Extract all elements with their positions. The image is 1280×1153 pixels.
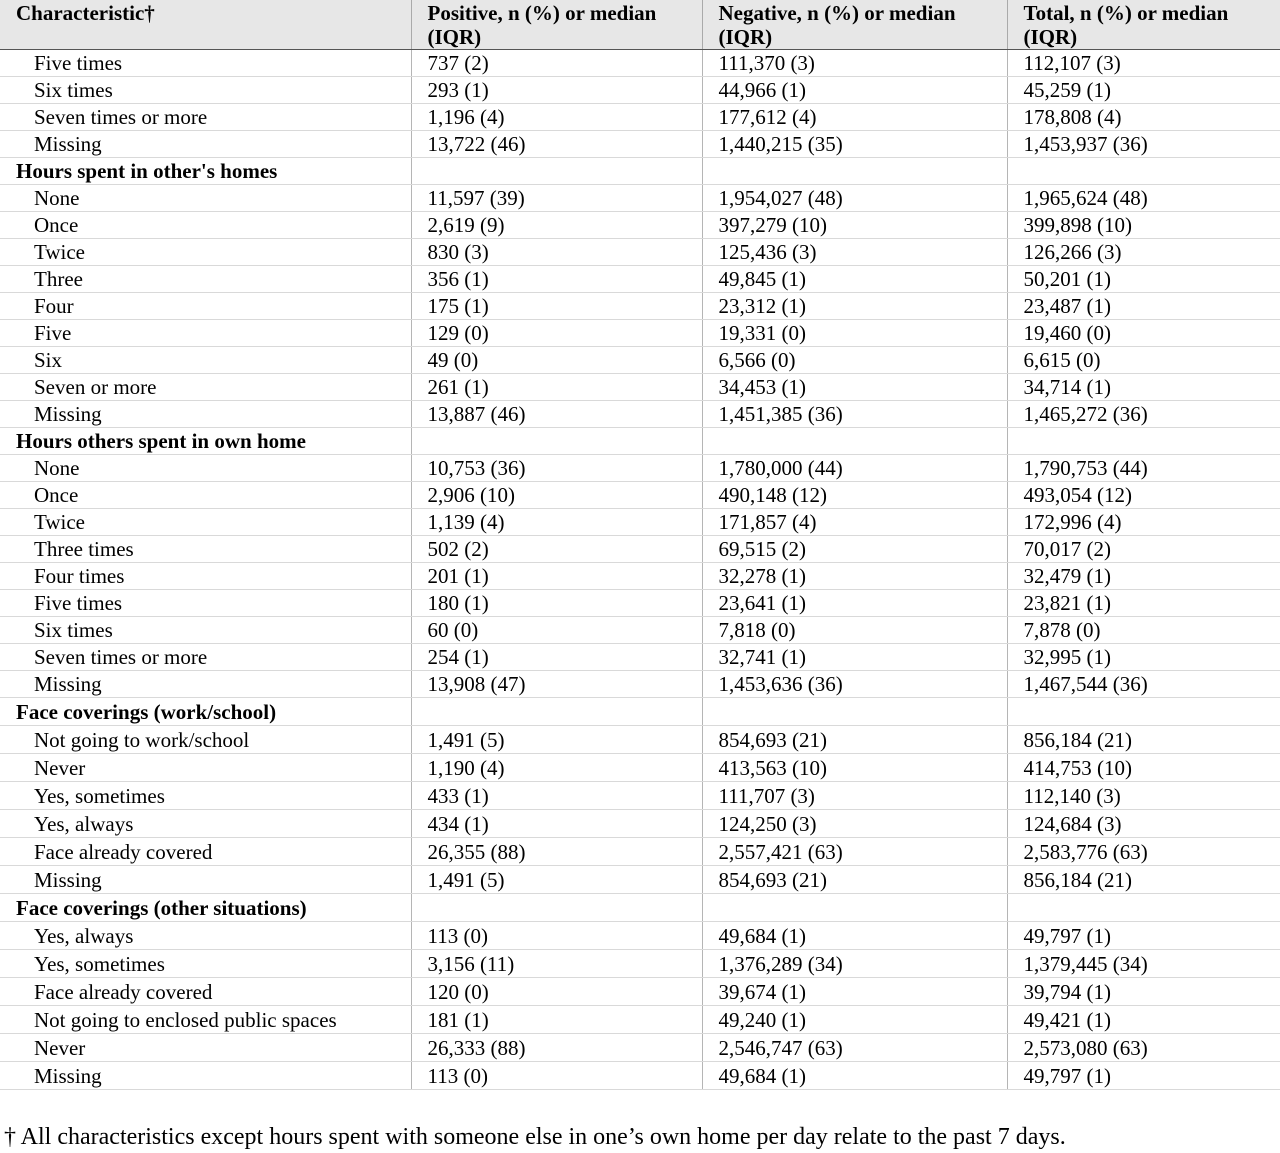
- row-label: Five: [0, 320, 411, 347]
- section-title: Hours spent in other's homes: [0, 158, 411, 185]
- negative-cell: 2,546,747 (63): [702, 1034, 1007, 1062]
- total-cell: 23,487 (1): [1007, 293, 1280, 320]
- table-row: [0, 293, 1280, 320]
- header-characteristic: Characteristic†: [0, 0, 411, 50]
- section-empty-cell: [1007, 894, 1280, 922]
- row-label: Twice: [0, 509, 411, 536]
- positive-cell: 2,906 (10): [411, 482, 702, 509]
- total-cell: 45,259 (1): [1007, 77, 1280, 104]
- negative-cell: 1,451,385 (36): [702, 401, 1007, 428]
- table-row: [0, 754, 1280, 782]
- section-empty-cell: [411, 428, 702, 455]
- row-label: Four times: [0, 563, 411, 590]
- row-label: Five times: [0, 50, 411, 77]
- negative-cell: 854,693 (21): [702, 866, 1007, 894]
- table-row: [0, 509, 1280, 536]
- section-empty-cell: [1007, 428, 1280, 455]
- row-label: Yes, sometimes: [0, 950, 411, 978]
- positive-cell: 2,619 (9): [411, 212, 702, 239]
- table-row: [0, 401, 1280, 428]
- table-row: [0, 239, 1280, 266]
- total-cell: 1,790,753 (44): [1007, 455, 1280, 482]
- negative-cell: 44,966 (1): [702, 77, 1007, 104]
- positive-cell: 502 (2): [411, 536, 702, 563]
- row-label: None: [0, 185, 411, 212]
- negative-cell: 111,370 (3): [702, 50, 1007, 77]
- positive-cell: 1,139 (4): [411, 509, 702, 536]
- total-cell: 49,797 (1): [1007, 1062, 1280, 1090]
- positive-cell: 49 (0): [411, 347, 702, 374]
- positive-cell: 13,887 (46): [411, 401, 702, 428]
- table-row: [0, 617, 1280, 644]
- row-label: Six times: [0, 617, 411, 644]
- positive-cell: 830 (3): [411, 239, 702, 266]
- negative-cell: 1,376,289 (34): [702, 950, 1007, 978]
- negative-cell: 1,453,636 (36): [702, 671, 1007, 698]
- row-label: Missing: [0, 1062, 411, 1090]
- table-row: [0, 266, 1280, 293]
- row-label: Missing: [0, 671, 411, 698]
- table-row: [0, 185, 1280, 212]
- table-row: [0, 1062, 1280, 1090]
- table-row: [0, 590, 1280, 617]
- section-empty-cell: [702, 428, 1007, 455]
- row-label: Never: [0, 1034, 411, 1062]
- total-cell: 19,460 (0): [1007, 320, 1280, 347]
- section-empty-cell: [1007, 158, 1280, 185]
- positive-cell: 120 (0): [411, 978, 702, 1006]
- total-cell: 1,467,544 (36): [1007, 671, 1280, 698]
- table-row: [0, 726, 1280, 754]
- total-cell: 49,797 (1): [1007, 922, 1280, 950]
- row-label: Yes, always: [0, 922, 411, 950]
- positive-cell: 254 (1): [411, 644, 702, 671]
- table-row: [0, 482, 1280, 509]
- negative-cell: 177,612 (4): [702, 104, 1007, 131]
- total-cell: 112,107 (3): [1007, 50, 1280, 77]
- negative-cell: 23,641 (1): [702, 590, 1007, 617]
- positive-cell: 11,597 (39): [411, 185, 702, 212]
- negative-cell: 23,312 (1): [702, 293, 1007, 320]
- negative-cell: 39,674 (1): [702, 978, 1007, 1006]
- total-cell: 856,184 (21): [1007, 726, 1280, 754]
- table-row: [0, 950, 1280, 978]
- table-row: [0, 1006, 1280, 1034]
- row-label: Missing: [0, 131, 411, 158]
- total-cell: 493,054 (12): [1007, 482, 1280, 509]
- header-total: Total, n (%) or median (IQR): [1007, 0, 1280, 50]
- total-cell: 414,753 (10): [1007, 754, 1280, 782]
- total-cell: 34,714 (1): [1007, 374, 1280, 401]
- table-row: [0, 212, 1280, 239]
- total-cell: 1,465,272 (36): [1007, 401, 1280, 428]
- total-cell: 23,821 (1): [1007, 590, 1280, 617]
- table-row: [0, 77, 1280, 104]
- negative-cell: 1,440,215 (35): [702, 131, 1007, 158]
- row-label: Six times: [0, 77, 411, 104]
- positive-cell: 175 (1): [411, 293, 702, 320]
- positive-cell: 3,156 (11): [411, 950, 702, 978]
- negative-cell: 125,436 (3): [702, 239, 1007, 266]
- negative-cell: 1,954,027 (48): [702, 185, 1007, 212]
- total-cell: 112,140 (3): [1007, 782, 1280, 810]
- negative-cell: 1,780,000 (44): [702, 455, 1007, 482]
- positive-cell: 10,753 (36): [411, 455, 702, 482]
- negative-cell: 49,845 (1): [702, 266, 1007, 293]
- section-empty-cell: [411, 698, 702, 726]
- positive-cell: 433 (1): [411, 782, 702, 810]
- total-cell: 178,808 (4): [1007, 104, 1280, 131]
- total-cell: 2,573,080 (63): [1007, 1034, 1280, 1062]
- negative-cell: 32,741 (1): [702, 644, 1007, 671]
- row-label: Not going to enclosed public spaces: [0, 1006, 411, 1034]
- positive-cell: 60 (0): [411, 617, 702, 644]
- row-label: Three: [0, 266, 411, 293]
- positive-cell: 1,491 (5): [411, 866, 702, 894]
- total-cell: 172,996 (4): [1007, 509, 1280, 536]
- total-cell: 32,479 (1): [1007, 563, 1280, 590]
- section-empty-cell: [411, 894, 702, 922]
- total-cell: 126,266 (3): [1007, 239, 1280, 266]
- negative-cell: 171,857 (4): [702, 509, 1007, 536]
- section-header-row: [0, 698, 1280, 726]
- negative-cell: 49,684 (1): [702, 922, 1007, 950]
- positive-cell: 1,491 (5): [411, 726, 702, 754]
- row-label: Seven times or more: [0, 644, 411, 671]
- negative-cell: 2,557,421 (63): [702, 838, 1007, 866]
- positive-cell: 181 (1): [411, 1006, 702, 1034]
- section-title: Hours others spent in own home: [0, 428, 411, 455]
- section-header-row: [0, 894, 1280, 922]
- negative-cell: 6,566 (0): [702, 347, 1007, 374]
- positive-cell: 201 (1): [411, 563, 702, 590]
- section-header-row: [0, 428, 1280, 455]
- table-row: [0, 131, 1280, 158]
- negative-cell: 34,453 (1): [702, 374, 1007, 401]
- negative-cell: 32,278 (1): [702, 563, 1007, 590]
- positive-cell: 26,355 (88): [411, 838, 702, 866]
- total-cell: 1,379,445 (34): [1007, 950, 1280, 978]
- row-label: Yes, sometimes: [0, 782, 411, 810]
- negative-cell: 854,693 (21): [702, 726, 1007, 754]
- positive-cell: 180 (1): [411, 590, 702, 617]
- row-label: Six: [0, 347, 411, 374]
- row-label: Seven times or more: [0, 104, 411, 131]
- row-label: Four: [0, 293, 411, 320]
- total-cell: 1,965,624 (48): [1007, 185, 1280, 212]
- negative-cell: 19,331 (0): [702, 320, 1007, 347]
- negative-cell: 397,279 (10): [702, 212, 1007, 239]
- table-row: [0, 866, 1280, 894]
- total-cell: 124,684 (3): [1007, 810, 1280, 838]
- positive-cell: 113 (0): [411, 1062, 702, 1090]
- positive-cell: 737 (2): [411, 50, 702, 77]
- total-cell: 7,878 (0): [1007, 617, 1280, 644]
- positive-cell: 356 (1): [411, 266, 702, 293]
- section-empty-cell: [702, 698, 1007, 726]
- positive-cell: 129 (0): [411, 320, 702, 347]
- row-label: Five times: [0, 590, 411, 617]
- positive-cell: 261 (1): [411, 374, 702, 401]
- table-row: [0, 347, 1280, 374]
- row-label: Yes, always: [0, 810, 411, 838]
- table-row: [0, 104, 1280, 131]
- positive-cell: 113 (0): [411, 922, 702, 950]
- table-body: [0, 50, 1280, 1090]
- total-cell: 1,453,937 (36): [1007, 131, 1280, 158]
- row-label: None: [0, 455, 411, 482]
- total-cell: 399,898 (10): [1007, 212, 1280, 239]
- row-label: Face already covered: [0, 838, 411, 866]
- section-empty-cell: [702, 894, 1007, 922]
- positive-cell: 26,333 (88): [411, 1034, 702, 1062]
- negative-cell: 49,684 (1): [702, 1062, 1007, 1090]
- table-row: [0, 374, 1280, 401]
- total-cell: 6,615 (0): [1007, 347, 1280, 374]
- row-label: Not going to work/school: [0, 726, 411, 754]
- negative-cell: 490,148 (12): [702, 482, 1007, 509]
- table-row: [0, 782, 1280, 810]
- negative-cell: 49,240 (1): [702, 1006, 1007, 1034]
- total-cell: 49,421 (1): [1007, 1006, 1280, 1034]
- negative-cell: 111,707 (3): [702, 782, 1007, 810]
- table-row: [0, 536, 1280, 563]
- table-row: [0, 1034, 1280, 1062]
- positive-cell: 1,190 (4): [411, 754, 702, 782]
- negative-cell: 69,515 (2): [702, 536, 1007, 563]
- row-label: Seven or more: [0, 374, 411, 401]
- table-row: [0, 455, 1280, 482]
- positive-cell: 434 (1): [411, 810, 702, 838]
- table-row: [0, 671, 1280, 698]
- total-cell: 50,201 (1): [1007, 266, 1280, 293]
- table-row: [0, 50, 1280, 77]
- row-label: Three times: [0, 536, 411, 563]
- positive-cell: 13,908 (47): [411, 671, 702, 698]
- table-row: [0, 838, 1280, 866]
- positive-cell: 13,722 (46): [411, 131, 702, 158]
- total-cell: 32,995 (1): [1007, 644, 1280, 671]
- footnote: † All characteristics except hours spent with someone else in one’s own home per day relate to the past 7 days.: [4, 1124, 1066, 1150]
- total-cell: 856,184 (21): [1007, 866, 1280, 894]
- table-row: [0, 644, 1280, 671]
- row-label: Never: [0, 754, 411, 782]
- header-positive: Positive, n (%) or median (IQR): [411, 0, 702, 50]
- header-row: [0, 0, 1280, 50]
- negative-cell: 7,818 (0): [702, 617, 1007, 644]
- total-cell: 70,017 (2): [1007, 536, 1280, 563]
- row-label: Missing: [0, 866, 411, 894]
- total-cell: 39,794 (1): [1007, 978, 1280, 1006]
- section-empty-cell: [1007, 698, 1280, 726]
- section-empty-cell: [702, 158, 1007, 185]
- table-row: [0, 320, 1280, 347]
- row-label: Twice: [0, 239, 411, 266]
- table-row: [0, 563, 1280, 590]
- section-empty-cell: [411, 158, 702, 185]
- table-row: [0, 978, 1280, 1006]
- row-label: Once: [0, 212, 411, 239]
- table-row: [0, 810, 1280, 838]
- negative-cell: 124,250 (3): [702, 810, 1007, 838]
- row-label: Once: [0, 482, 411, 509]
- row-label: Missing: [0, 401, 411, 428]
- section-header-row: [0, 158, 1280, 185]
- row-label: Face already covered: [0, 978, 411, 1006]
- section-title: Face coverings (work/school): [0, 698, 411, 726]
- table-row: [0, 922, 1280, 950]
- positive-cell: 293 (1): [411, 77, 702, 104]
- positive-cell: 1,196 (4): [411, 104, 702, 131]
- header-negative: Negative, n (%) or median (IQR): [702, 0, 1007, 50]
- negative-cell: 413,563 (10): [702, 754, 1007, 782]
- section-title: Face coverings (other situations): [0, 894, 411, 922]
- total-cell: 2,583,776 (63): [1007, 838, 1280, 866]
